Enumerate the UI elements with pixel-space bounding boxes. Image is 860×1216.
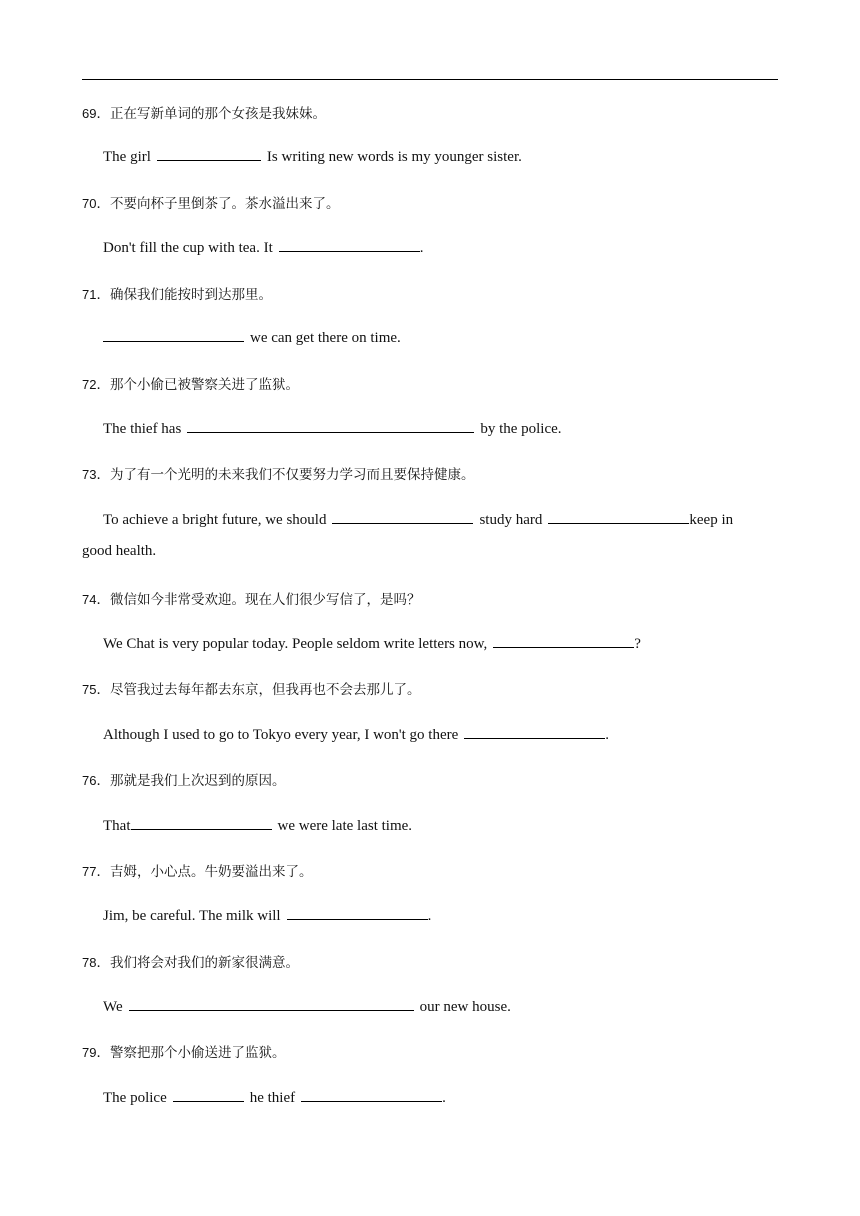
answer-blank[interactable] [173,1087,244,1102]
sentence-text: we were late last time. [277,818,413,834]
answer-blank[interactable] [464,724,605,739]
sentence-text: To achieve a bright future, we should [103,512,327,528]
question-73-answer [103,509,733,529]
sentence-text: We Chat is very popular today. People seldom write letters now, [103,636,488,652]
chinese-sentence: 正在写新单词的那个女孩是我妹妹。 [109,106,326,122]
question-77-prompt: 77．吉姆，小心点。牛奶要溢出来了。 [82,864,313,880]
answer-blank[interactable] [129,996,414,1011]
question-69-answer [103,146,522,166]
answer-blank[interactable] [157,146,261,161]
question-72-prompt: 72．那个小偷已被警察关进了监狱。 [82,377,299,393]
question-number: 76 [82,773,97,788]
chinese-sentence: 为了有一个光明的未来我们不仅要努力学习而且要保持健康。 [109,467,475,483]
question-79-answer [103,1087,446,1107]
chinese-sentence: 微信如今非常受欢迎。现在人们很少写信了，是吗？ [109,592,421,608]
sentence-text: Jim, be careful. The milk will [103,908,281,924]
sentence-text: by the police. [480,421,562,437]
question-number: 73 [82,467,97,482]
answer-blank[interactable] [187,418,474,433]
chinese-sentence: 警察把那个小偷送进了监狱。 [109,1045,286,1061]
answer-blank[interactable] [548,509,689,524]
question-78-prompt: 78．我们将会对我们的新家很满意。 [82,955,299,971]
question-number: 71 [82,287,97,302]
chinese-sentence: 吉姆，小心点。牛奶要溢出来了。 [109,864,313,880]
sentence-text: Don't fill the cup with tea. It [103,240,273,256]
sentence-text: The girl [103,149,151,165]
question-77-answer [103,905,431,925]
question-74-answer [103,633,641,653]
question-number: 72 [82,377,97,392]
question-number: 77 [82,864,97,879]
question-79-prompt: 79．警察把那个小偷送进了监狱。 [82,1045,286,1061]
question-75-prompt: 75．尽管我过去每年都去东京，但我再也不会去那儿了。 [82,682,421,698]
chinese-sentence: 那就是我们上次迟到的原因。 [109,773,286,789]
question-73-prompt: 73．为了有一个光明的未来我们不仅要努力学习而且要保持健康。 [82,467,475,483]
sentence-text: Is writing new words is my younger sister. [266,149,522,165]
answer-blank[interactable] [493,633,634,648]
chinese-sentence: 那个小偷已被警察关进了监狱。 [109,377,299,393]
question-number: 79 [82,1045,97,1060]
question-71-prompt: 71．确保我们能按时到达那里。 [82,287,272,303]
sentence-text: our new house. [419,999,511,1015]
chinese-sentence: 不要向杯子里倒茶了。茶水溢出来了。 [109,196,340,212]
question-number: 70 [82,196,97,211]
question-71-answer [103,327,401,347]
question-70-prompt: 70．不要向杯子里倒茶了。茶水溢出来了。 [82,196,340,212]
question-72-answer [103,418,562,438]
sentence-text: Although I used to go to Tokyo every year, I won't go there [103,727,459,743]
question-74-prompt: 74．微信如今非常受欢迎。现在人们很少写信了，是吗？ [82,592,421,608]
answer-blank[interactable] [287,905,428,920]
question-number: 78 [82,955,97,970]
sentence-text: The thief has [103,421,182,437]
sentence-text: . [442,1090,446,1106]
answer-blank[interactable] [301,1087,442,1102]
sentence-text: . [427,908,432,924]
sentence-text: study hard [479,512,543,528]
sentence-text: We [103,999,123,1015]
question-78-answer [103,996,511,1016]
sentence-text: That [103,818,131,834]
sentence-text: keep in [689,512,734,528]
sentence-text: he thief [249,1090,296,1106]
sentence-text: The police [103,1090,167,1106]
chinese-sentence: 我们将会对我们的新家很满意。 [109,955,299,971]
question-number: 69 [82,106,97,121]
sentence-text: ? [634,636,641,652]
question-73-continuation: good health. [82,543,157,559]
question-76-answer [103,815,412,835]
answer-blank[interactable] [332,509,473,524]
answer-blank[interactable] [131,815,272,830]
chinese-sentence: 尽管我过去每年都去东京，但我再也不会去那儿了。 [109,682,421,698]
answer-blank[interactable] [279,237,420,252]
sentence-text: . [605,727,610,743]
question-76-prompt: 76．那就是我们上次迟到的原因。 [82,773,286,789]
question-69-prompt: 69．正在写新单词的那个女孩是我妹妹。 [82,106,326,122]
question-number: 74 [82,592,97,607]
question-number: 75 [82,682,97,697]
question-70-answer [103,237,424,257]
sentence-text: we can get there on time. [250,330,401,346]
header-rule [82,79,778,80]
answer-blank[interactable] [103,327,244,342]
chinese-sentence: 确保我们能按时到达那里。 [109,287,272,303]
question-75-answer [103,724,609,744]
sentence-text: . [419,240,424,256]
